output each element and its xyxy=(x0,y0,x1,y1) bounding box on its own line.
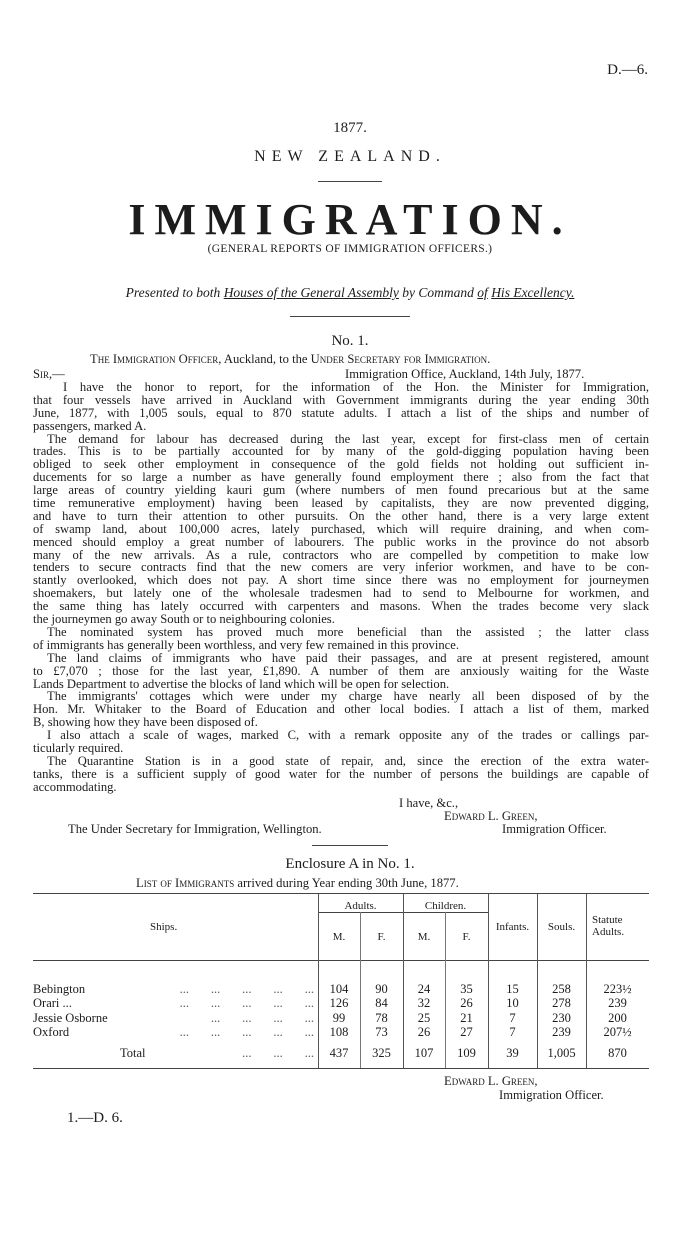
letter-line: of swamp land, about 100,000 acres, lately purchased, which will require draining, and when com- xyxy=(33,522,649,536)
addressee: The Under Secretary for Immigration, Wellington. xyxy=(68,822,322,836)
table-row xyxy=(0,1011,700,1025)
cell-am: 99 xyxy=(332,1010,346,1025)
letter-body xyxy=(33,381,649,794)
presented-text-c: by Command xyxy=(402,285,474,300)
column-statute-adults: Statute Adults. xyxy=(592,914,625,938)
letter-line: The immigrants' cottages which were under my charge have nearly all been disposed of by the xyxy=(47,690,649,704)
column-rule xyxy=(403,894,404,1068)
column-rule xyxy=(318,894,319,1068)
heading-end: . xyxy=(487,352,491,366)
table-row xyxy=(0,982,700,996)
cell-am: 437 xyxy=(329,1046,349,1060)
list-label: List of Immigrants xyxy=(136,876,235,890)
column-rule xyxy=(586,894,587,1068)
letter-line: I have the honor to report, for the information of the Hon. the Minister for Immigration, xyxy=(63,381,649,394)
leader-dots: ... ... ... ... ... xyxy=(179,1024,314,1039)
presented-text-d: of xyxy=(477,285,488,300)
letter-line: B, showing how they have been disposed of. xyxy=(33,716,258,730)
table-header-rule xyxy=(33,960,649,961)
letter-line: June, 1877, with 1,005 souls, equal to 870 statute adults. I attach a list of the ships and number of xyxy=(33,406,649,420)
column-adults-f: F. xyxy=(377,931,386,943)
cell-inf: 15 xyxy=(506,982,519,996)
cell-souls: 1,005 xyxy=(547,1046,576,1060)
letter-line: The land claims of immigrants who have paid their passages, and are at present registered, amount xyxy=(47,651,649,665)
document-title: IMMIGRATION. xyxy=(128,195,572,244)
column-ships: Ships. xyxy=(150,921,178,933)
divider xyxy=(290,316,410,317)
cell-af: 78 xyxy=(375,1010,388,1025)
cell-souls: 258 xyxy=(552,982,571,996)
column-children-f: F. xyxy=(462,931,471,943)
letter-line: ticularly required. xyxy=(33,742,124,755)
table-bottom-rule xyxy=(33,1068,649,1069)
leader-dots: ... ... ... ... ... xyxy=(179,982,314,996)
cell-inf: 7 xyxy=(509,1010,516,1025)
letter-line: The nominated system has proved much more beneficial than the assisted ; the latter class xyxy=(47,625,649,639)
cell-cf: 26 xyxy=(460,996,473,1011)
column-adults-m: M. xyxy=(332,931,346,943)
cell-statute: 200 xyxy=(608,1010,627,1025)
divider xyxy=(312,845,388,846)
cell-af: 84 xyxy=(375,996,388,1011)
letter-line: large areas of country yielding kauri gum (where numbers of men found precarious but at the same xyxy=(33,484,649,498)
cell-statute: 207½ xyxy=(603,1024,632,1039)
cell-af: 73 xyxy=(375,1024,388,1039)
list-rest: arrived during Year ending 30th June, 1877. xyxy=(234,876,459,890)
footer-reference: 1.—D. 6. xyxy=(67,1110,123,1126)
letter-line: ducements for so large a number as have generally found employment there ; also from the fact that xyxy=(33,471,649,485)
presented-houses: Houses of the General Assembly xyxy=(223,285,399,300)
leader-dots: ... ... ... xyxy=(242,1046,314,1060)
enclosure-sign-title: Immigration Officer. xyxy=(499,1088,604,1102)
heading-middle: , Auckland, to the xyxy=(218,352,311,366)
letter-line: the journeymen go away South or to neighbouring colonies. xyxy=(33,613,335,626)
cell-cf: 109 xyxy=(457,1046,476,1060)
table-top-rule xyxy=(33,893,649,894)
letter-line: Hon. Mr. Whitaker to the Board of Education and other local bodies. I attach a list of them, marked xyxy=(33,703,649,717)
presentation-line xyxy=(0,285,700,301)
dateline: Immigration Office, Auckland, 14th July, 1877. xyxy=(345,367,585,381)
letter-line: accommodating. xyxy=(33,780,117,794)
ship-name: Orari ... xyxy=(33,996,72,1011)
ship-name: Bebington xyxy=(33,982,86,996)
cell-cm: 25 xyxy=(417,1010,431,1025)
ship-name: Jessie Osborne xyxy=(33,1010,108,1025)
cell-am: 126 xyxy=(329,996,349,1011)
letter-line: trades. This is to be partially accounted for by many of the gold-digging population having been xyxy=(33,445,649,459)
cell-inf: 39 xyxy=(506,1046,519,1060)
cell-cf: 35 xyxy=(460,982,473,996)
letter-line: the same thing has lately occurred with carpenters and masons. When the trades become very slack xyxy=(33,600,649,614)
cell-souls: 239 xyxy=(552,1024,571,1039)
letter-line: menced should employ a great number of labourers. The public works in the province do not absorb xyxy=(33,535,649,549)
cell-statute: 223½ xyxy=(603,982,632,996)
letter-line: The Quarantine Station is in a good state of repair, and, since the erection of the extra water- xyxy=(47,754,649,768)
presented-excellency: His Excellency. xyxy=(491,285,575,300)
cell-af: 90 xyxy=(375,982,388,996)
list-caption xyxy=(136,876,459,891)
leader-dots: ... ... ... ... ... xyxy=(179,996,314,1011)
cell-souls: 230 xyxy=(552,1010,571,1025)
salutation: Sir,— xyxy=(33,367,65,381)
letter-line: tanks, there is a sufficient supply of good water for the number of persons the buildings are capable of xyxy=(33,767,649,781)
table-row xyxy=(0,996,700,1010)
cell-cm: 32 xyxy=(417,996,431,1011)
cell-inf: 10 xyxy=(506,996,519,1011)
column-adults: Adults. xyxy=(344,900,377,912)
cell-souls: 278 xyxy=(552,996,571,1011)
letter-line: stantly overlooked, which does not pay. A short time since there was no employment for journeymen xyxy=(33,574,649,588)
table-total-row xyxy=(0,1046,700,1060)
cell-af: 325 xyxy=(372,1046,391,1060)
letter-line: time remunerative employment) having been leased by capitalists, they are now prevented digging, xyxy=(33,497,649,510)
letter-line: to £7,070 ; those for the last year, £1,890. A number of them are anxiously waiting for the Waste xyxy=(33,664,649,678)
letter-line: and have to turn their attention to other pursuits. On the other hand, there is a very large extent xyxy=(33,509,649,523)
leader-dots: ... ... ... ... xyxy=(210,1010,314,1025)
letter-sign-title: Immigration Officer. xyxy=(502,822,607,836)
letter-line: obliged to seek other employment in consequence of the gold fields not holding out sufficient in- xyxy=(33,458,649,472)
country-heading: NEW ZEALAND. xyxy=(254,148,446,165)
column-children: Children. xyxy=(424,900,467,912)
cell-statute: 239 xyxy=(608,996,627,1011)
total-label: Total xyxy=(120,1046,146,1060)
letter-line: I also attach a scale of wages, marked C, with a remark opposite any of the trades or callings par- xyxy=(47,729,649,743)
letter-line: that four vessels have arrived in Auckland with Government immigrants during the year ending 30th xyxy=(33,393,649,407)
letter-heading xyxy=(90,352,490,367)
page-reference: D.—6. xyxy=(607,62,648,78)
letter-line: Lands Department to advertise the blocks of land which will be open for selection. xyxy=(33,677,450,691)
document-year: 1877. xyxy=(333,120,367,136)
letter-line: shoemakers, but lately one of the wholesale tradesmen had to send to Melbourne for workmen, and xyxy=(33,587,649,601)
closing: I have, &c., xyxy=(399,796,459,810)
cell-statute: 870 xyxy=(608,1046,627,1060)
cell-cm: 107 xyxy=(414,1046,434,1060)
enclosure-signature: Edward L. Green, xyxy=(444,1074,538,1088)
cell-cf: 21 xyxy=(460,1010,473,1025)
letter-signature: Edward L. Green, xyxy=(444,809,538,823)
letter-line: many of the new arrivals. As a rule, contractors who are compelled by competition to make low xyxy=(33,548,649,562)
cell-am: 108 xyxy=(329,1024,349,1039)
letter-line: of immigrants has generally been worthless, and very few remained in this province. xyxy=(33,638,459,652)
letter-line: tenders to secure contracts find that the new comers are very inferior workmen, and have to be con- xyxy=(33,561,649,575)
table-row xyxy=(0,1025,700,1039)
cell-cm: 24 xyxy=(417,982,431,996)
document-subtitle: (GENERAL REPORTS OF IMMIGRATION OFFICERS.) xyxy=(207,243,493,255)
heading-to: Under Secretary for Immigration xyxy=(310,352,488,366)
heading-from: The Immigration Officer xyxy=(90,352,219,366)
cell-cf: 27 xyxy=(460,1024,473,1039)
letter-line: passengers, marked A. xyxy=(33,419,147,433)
cell-cm: 26 xyxy=(417,1024,431,1039)
letter-number: No. 1. xyxy=(331,333,369,349)
cell-am: 104 xyxy=(329,982,349,996)
enclosure-heading: Enclosure A in No. 1. xyxy=(285,856,415,872)
divider xyxy=(318,181,382,182)
column-souls: Souls. xyxy=(547,921,576,933)
cell-inf: 7 xyxy=(509,1024,516,1039)
ship-name: Oxford xyxy=(33,1024,70,1039)
column-children-m: M. xyxy=(417,931,431,943)
column-infants: Infants. xyxy=(495,921,530,933)
letter-line: The demand for labour has decreased during the last year, except for first-class men of certain xyxy=(47,432,649,446)
presented-text-a: Presented to both xyxy=(125,285,221,300)
